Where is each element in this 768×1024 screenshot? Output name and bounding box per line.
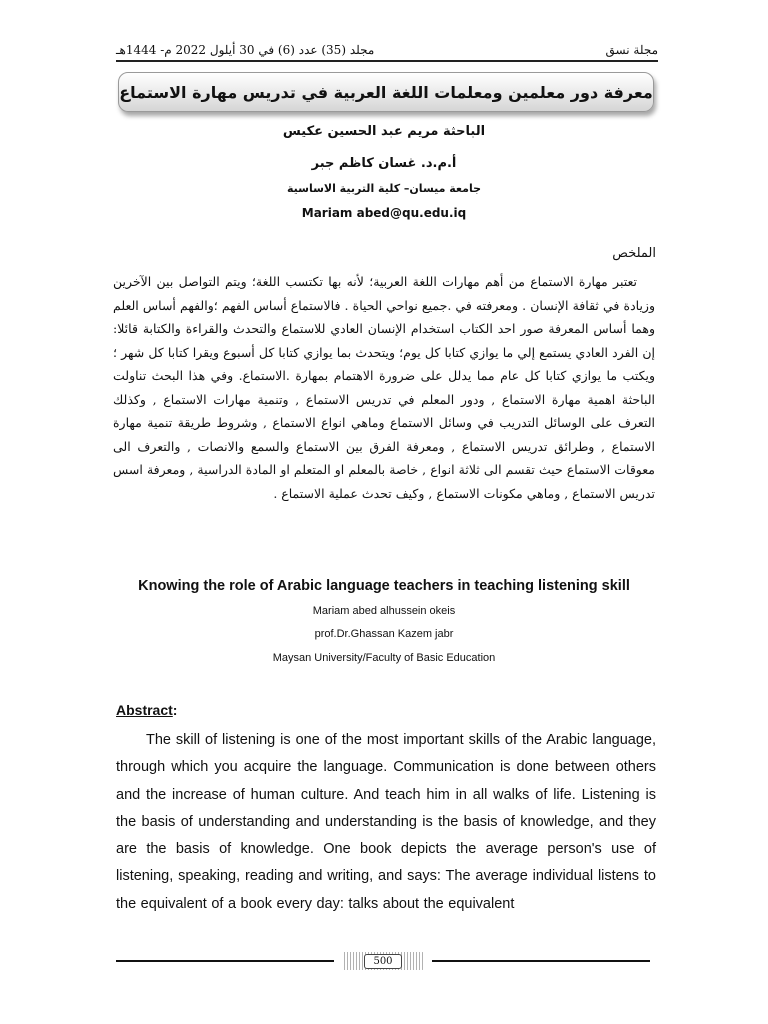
page-number: 500 xyxy=(364,954,401,969)
affiliation-arabic: جامعة ميسان– كلية التربية الاساسية xyxy=(286,182,482,195)
running-header xyxy=(116,42,658,58)
footer-rule-left xyxy=(116,960,334,962)
abstract-label: Abstract xyxy=(116,702,173,718)
page-footer xyxy=(116,950,650,972)
english-author-1: Mariam abed alhussein okeis xyxy=(312,605,456,617)
issue-info: مجلد (35) عدد (6) في 30 أيلول 2022 م- 1444هـ xyxy=(116,43,375,57)
abstract-colon: : xyxy=(172,702,178,718)
journal-name: مجلة نسق xyxy=(605,43,658,57)
english-title: Knowing the role of Arabic language teachers in teaching listening skill xyxy=(138,578,630,594)
header-rule xyxy=(116,60,658,62)
arabic-abstract-heading: الملخص xyxy=(612,246,656,261)
arabic-abstract-body: تعتبر مهارة الاستماع من أهم مهارات اللغة العربية؛ لأنه بها تكتسب اللغة؛ ويتم التواصل بين الآخرين وزيادة في ثقافة الإنسان . ومعرفته في .جميع نواحي الحياة . فالاستماع أساس الفهم ؛والفهم أساس العلم وهما أساس المعرفة صور احد الكتاب استخدام الإنسان العادي للاستماع والتحدث والقراءة والكتابة قائلا: إن الفرد العادي يستمع إلي ما يوازي كتابا كل يوم؛ ويتحدث بما يوازي كتابا كل أسبوع ويقرا كتابا كل شهر ؛ ويكتب ما يوازي كتابا كل عام مما يدلل على ضرورة الاهتمام بمهارة .الاستماع. وفي هذا البحث تناولت الباحثة اهمية مهارة الاستماع , ودور المعلم في تدريس الاستماع , وتنمية مهارات الاستماع , وكذلك التعرف على الوسائل التدريب في وسائل الاستماع وماهي انواع الاستماع , وشروط طريقة تنمية مهارة الاستماع , وطرائق تدريس الاستماع , ومعرفة الفرق بين الاستماع والسمع والانصات , والتعرف الى معوقات الاستماع حيث تقسم الى ثلاثة انواع , خاصة بالمعلم او المتعلم او المادة الدراسية , ومعرفة اسس تدريس الاستماع , وماهي مكونات الاستماع , وكيف تحدث عملية الاستماع . xyxy=(113,274,655,501)
professor-name: أ.م.د. غسان كاظم جبر xyxy=(311,156,457,171)
page-number-ornament xyxy=(342,950,424,972)
english-affiliation: Maysan University/Faculty of Basic Education xyxy=(272,652,496,664)
footer-rule-right xyxy=(432,960,650,962)
english-author-2: prof.Dr.Ghassan Kazem jabr xyxy=(314,628,454,640)
researcher-name: الباحثة مريم عبد الحسين عكيس xyxy=(282,124,486,139)
author-email: Mariam abed@qu.edu.iq xyxy=(301,206,467,220)
paper-title-arabic: معرفة دور معلمين ومعلمات اللغة العربية في تدريس مهارة الاستماع xyxy=(119,82,653,102)
title-box xyxy=(118,72,654,112)
abstract-heading xyxy=(116,702,177,718)
english-abstract-body: The skill of listening is one of the most important skills of the Arabic language, through which you acquire the language. Communication is done between others and the increase of human culture. And teach him in all walks of life. Listening is the basis of understanding and understanding is the basis of knowledge, and they are the basis of knowledge. One book depicts the average person's use of listening, speaking, reading and writing, and says: The average individual listens to the equivalent of a book every day: talks about the equivalent xyxy=(116,732,656,912)
